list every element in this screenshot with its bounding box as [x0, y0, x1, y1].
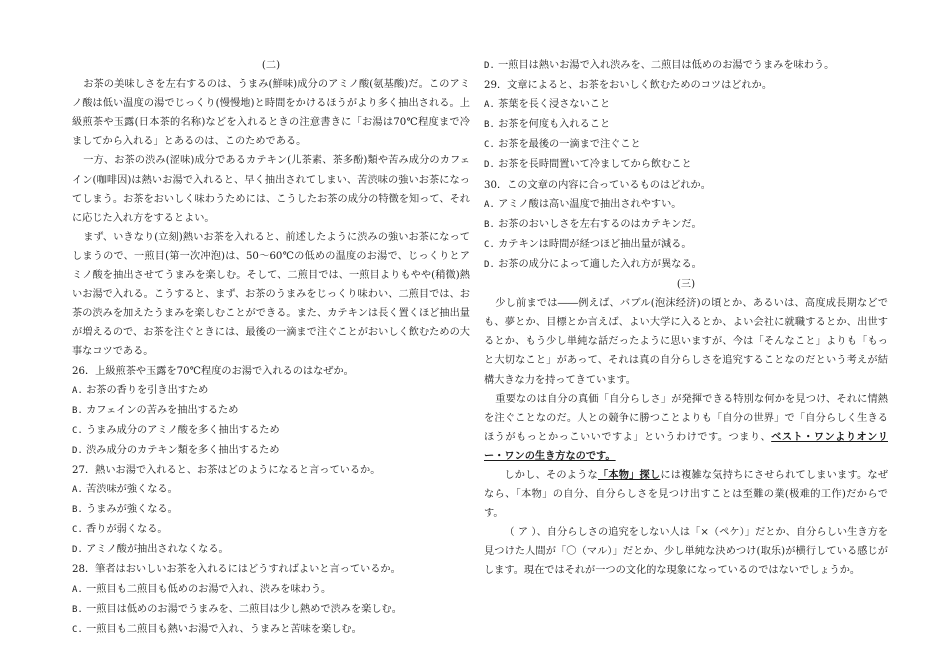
option-letter: B. [72, 405, 83, 416]
option-text: 一煎目も二煎目も熱いお湯で入れ、うまみと苦味を楽しむ。 [86, 623, 362, 635]
answer-option [72, 480, 470, 500]
option-letter: B. [72, 604, 83, 615]
passage-paragraph: （ ア ）、自分らしさの追究をしない人は「×（ペケ）」だとか、自分らしい生き方を見つけた人間が「〇（マル）」だとか、少し単純な決めつけ(取乐)が横行している感じがします。現在ではそれが一つの文化的な現象になっているのではないでしょうか。 [484, 527, 888, 577]
option-letter: D. [484, 160, 495, 171]
left-column [72, 56, 470, 640]
answer-option [72, 580, 470, 600]
option-letter: D. [484, 61, 495, 71]
option-letter: C. [72, 425, 83, 436]
answer-option [484, 195, 888, 215]
option-text: 一煎目は低めのお湯でうまみを、二煎目は少し熱めで渋みを楽しむ。 [86, 603, 402, 615]
option-letter: C. [72, 525, 83, 536]
question-29-stem: 29．文章によると、お茶をおいしく飲むためのコツはどれか。 [484, 80, 773, 92]
underlined-phrase: ベスト・ワンよりオンリー・ワンの生き方なのです。 [484, 430, 888, 462]
answer-option [72, 401, 470, 421]
answer-option [484, 215, 888, 235]
answer-option [484, 155, 888, 175]
answer-option [72, 441, 470, 461]
option-text: うまみが強くなる。 [86, 504, 178, 516]
option-text: 茶葉を長く浸さないこと [498, 99, 611, 111]
option-letter: C. [484, 239, 495, 250]
paragraph-text: 重要なのは自分の真価「自分らしさ」が発揮できる特別な何かを見つけ、それに情熱を注ぐことなのだ。人との競争に勝つことよりも「自分の世界」で「自分らしく生きるほうがもっとかっこいいですよ」というわけです。つまり、 [484, 393, 888, 443]
answer-option [484, 115, 888, 135]
option-text: お茶を何度も入れること [498, 119, 611, 131]
option-text: お茶を最後の一滴まで注ぐこと [498, 139, 641, 151]
passage-paragraph [484, 390, 888, 466]
answer-option [484, 56, 888, 76]
answer-option [72, 600, 470, 620]
passage-paragraph: お茶の美味しさを左右するのは、うまみ(鮮味)成分のアミノ酸(氨基酸)だ。このアミノ酸は低い温度の湯でじっくり(慢慢地)と時間をかけるほうがより多く抽出される。上級煎茶や玉露(日本茶的名称)などを入れるときの注意書きに「お湯は70℃程度まで冷ましてから入れる」とあるのは、このためである。 [72, 79, 470, 148]
answer-option [72, 381, 470, 401]
paragraph-text: しかし、そのような [504, 469, 598, 481]
question-28-stem: 28．筆者はおいしいお茶を入れるにはどうすればよいと言っているか。 [72, 564, 401, 576]
option-text: カテキンは時間が経つほど抽出量が減る。 [498, 238, 692, 250]
option-letter: B. [72, 505, 83, 516]
answer-option [484, 255, 888, 275]
answer-option [484, 135, 888, 155]
answer-option [72, 620, 470, 640]
option-text: アミノ酸が抽出されなくなる。 [86, 544, 229, 556]
option-text: 渋み成分のカテキン類を多く抽出するため [86, 444, 280, 456]
option-letter: D. [72, 545, 83, 556]
passage-paragraph: まず、いきなり(立刻)熱いお茶を入れると、前述したように渋みの強いお茶になってしまうので、一煎目(第一次冲泡)は、50～60℃の低めの温度のお湯で、じっくりとアミノ酸を抽出させてうまみを楽しむ。そして、二煎目では、一煎目よりもやや(稍微)熱いお湯で入れる。こうすると、まず、お茶のうまみをじっくり味わい、二煎目では、お茶の渋みを加えたうまみを楽しむことができる。また、カテキンは長く置くほど抽出量が増えるので、お茶を注ぐときには、最後の一滴まで注ぐことがおいしく飲むための大事なコツである。 [72, 231, 470, 358]
option-letter: D. [484, 259, 495, 270]
option-text: 一煎目も二煎目も低めのお湯で入れ、渋みを味わう。 [86, 583, 332, 595]
option-text: カフェインの苦みを抽出するため [86, 404, 239, 416]
question-26-stem: 26．上級煎茶や玉露を70℃程度のお湯で入れるのはなぜか。 [72, 365, 354, 377]
answer-option [72, 421, 470, 441]
option-text: 香りが弱くなる。 [86, 524, 168, 536]
option-letter: A. [72, 584, 83, 595]
option-text: アミノ酸は高い温度で抽出されやすい。 [498, 198, 682, 210]
option-letter: D. [72, 445, 83, 456]
option-text: お茶の香りを引き出すため [86, 384, 209, 396]
option-text: お茶の成分によって適した入れ方が異なる。 [498, 258, 702, 270]
paragraph-text: には複雑な気持ちにさせられてしまいます。なぜなら、「本物」の自分、自分らしさを見つけ出すことは至難の業(极难的工作)だからです。 [484, 469, 889, 520]
underlined-phrase: 「本物」探し [597, 468, 661, 481]
answer-option [484, 235, 888, 255]
option-letter: A. [72, 485, 83, 496]
option-letter: B. [484, 219, 495, 230]
passage-paragraph: 一方、お茶の渋み(涩味)成分であるカテキン(儿茶素、茶多酚)類や苦み成分のカフェイン(咖啡因)は熱いお湯で入れると、早く抽出されてしまい、苦渋味の強いお茶になってしまう。お茶をおいしく味わうためには、こうしたお茶の成分の特徴を知って、それに応じた入れ方をするとよい。 [72, 155, 470, 224]
answer-option [72, 520, 470, 540]
option-letter: A. [484, 199, 495, 210]
section-title-3: (三) [676, 279, 696, 291]
option-text: うまみ成分のアミノ酸を多く抽出するため [86, 424, 280, 436]
option-letter: C. [484, 140, 495, 151]
option-letter: B. [484, 120, 495, 131]
option-text: 苦渋味が強くなる。 [86, 484, 178, 496]
question-27-stem: 27．熱いお湯で入れると、お茶はどのようになると言っているか。 [72, 464, 381, 476]
option-text: 一煎目は熱いお湯で入れ渋みを、二煎目は低めのお湯でうまみを味わう。 [498, 60, 835, 71]
option-letter: C. [72, 624, 83, 635]
passage-paragraph [484, 466, 888, 523]
option-letter: A. [484, 100, 495, 111]
right-column [484, 56, 888, 581]
option-letter: A. [72, 385, 83, 396]
answer-option [484, 95, 888, 115]
option-text: お茶を長時間置いて冷ましてから飲むこと [498, 159, 692, 171]
answer-option [72, 500, 470, 520]
section-title-2: (二) [261, 60, 281, 71]
option-text: お茶のおいしさを左右するのはカテキンだ。 [498, 218, 702, 230]
answer-option [72, 540, 470, 560]
passage-paragraph: 少し前までは――例えば、バブル(泡沫经济)の頃とか、あるいは、高度成長期などでも、夢とか、目標とか言えば、よい大学に入るとか、よい会社に就職するとか、出世するとか、もう少し単純な話だったように思いますが、今は「そんなこと」よりも「もっと大切なこと」があって、それは真の自分らしさを追究することなのだという考えが結構大きな力を持ってきています。 [484, 298, 888, 386]
question-30-stem: 30．この文章の内容に合っているものはどれか。 [484, 179, 711, 191]
